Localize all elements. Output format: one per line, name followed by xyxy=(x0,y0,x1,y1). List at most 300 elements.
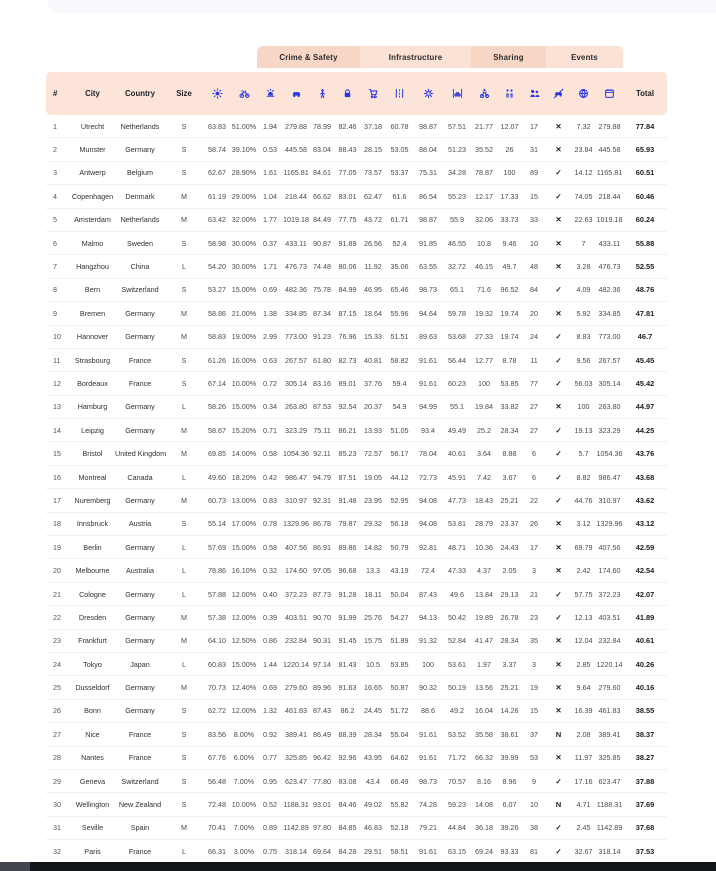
cell-metric: 14.08 xyxy=(475,800,493,810)
cell-metric: 26 xyxy=(530,519,538,529)
cell-metric: 4.37 xyxy=(477,566,491,576)
cell-size: L xyxy=(182,846,186,856)
cell-metric: 91.89 xyxy=(338,238,357,248)
cell-metric: 91.61 xyxy=(419,378,437,388)
cell-metric: 96.68 xyxy=(338,566,357,576)
cell-metric: 0.39 xyxy=(263,612,277,622)
cell-metric: 35.06 xyxy=(390,262,409,272)
cell-metric: 86.54 xyxy=(419,191,437,201)
cell-country: Germany xyxy=(125,145,155,155)
cell-size: S xyxy=(181,145,187,155)
cell-metric: 45.91 xyxy=(448,472,466,482)
cell-metric: 49.6 xyxy=(450,589,464,599)
cell-metric: 1.97 xyxy=(477,659,491,669)
cell-metric: 100 xyxy=(422,659,434,669)
cell-metric: 92.96 xyxy=(338,753,357,763)
cell-metric: 43.19 xyxy=(390,566,409,576)
table-row xyxy=(46,232,667,255)
cell-rank: 20 xyxy=(53,566,61,576)
cell-size: S xyxy=(181,355,187,365)
cell-metric: 94.99 xyxy=(419,402,437,412)
cell-city: Paris xyxy=(84,846,101,856)
cell-metric: 18.64 xyxy=(364,308,382,318)
cell-metric: 21.00% xyxy=(231,308,257,318)
cell-check: ✓ xyxy=(555,355,562,365)
cell-size: S xyxy=(181,753,187,763)
calendar-icon xyxy=(596,88,623,99)
cell-size: M xyxy=(181,215,187,225)
cell-rank: 16 xyxy=(53,472,61,482)
cell-metric: 92.11 xyxy=(313,449,331,459)
cell-metric: 19.74 xyxy=(500,332,519,342)
cell-check: ✕ xyxy=(555,706,562,716)
cell-metric: 20.37 xyxy=(364,402,382,412)
cell-metric: 16.65 xyxy=(364,683,382,693)
cell-metric: 19 xyxy=(530,683,538,693)
cell-metric: 325.85 xyxy=(285,753,307,763)
cell-city: Montreal xyxy=(78,472,107,482)
cell-check: ✓ xyxy=(555,823,562,833)
cell-metric: 84.46 xyxy=(338,800,357,810)
cell-metric: 18.11 xyxy=(364,589,382,599)
cell-metric: 17.16 xyxy=(574,776,593,786)
cell-metric: 38.61 xyxy=(500,729,519,739)
cell-metric: 16.00% xyxy=(231,355,257,365)
cell-metric: 12.13 xyxy=(574,612,593,622)
cell-metric: 26.56 xyxy=(364,238,382,248)
cell-metric: 28.34 xyxy=(364,729,382,739)
cell-metric: 88.43 xyxy=(338,145,357,155)
cell-metric: 3.64 xyxy=(477,449,491,459)
cell-metric: 1.77 xyxy=(263,215,277,225)
cell-metric: 10.8 xyxy=(477,238,491,248)
cell-metric: 1165.81 xyxy=(283,168,309,178)
cell-metric: 20 xyxy=(530,308,538,318)
cell-rank: 19 xyxy=(53,542,61,552)
cell-city: Leipzig xyxy=(81,425,104,435)
table-row xyxy=(46,255,667,278)
cell-country: Germany xyxy=(125,636,155,646)
cell-check: ✓ xyxy=(555,846,562,856)
cell-total: 38.37 xyxy=(635,729,655,739)
cell-metric: 78.87 xyxy=(475,168,493,178)
cell-rank: 28 xyxy=(53,753,61,763)
table-row xyxy=(46,326,667,349)
cell-size: M xyxy=(181,332,187,342)
cell-metric: 445.58 xyxy=(598,145,621,155)
cell-metric: 81 xyxy=(530,846,538,856)
cell-metric: 23.95 xyxy=(364,495,382,505)
cell-metric: 8.78 xyxy=(502,355,517,365)
cell-metric: 72.48 xyxy=(208,800,226,810)
cell-metric: 6 xyxy=(532,472,536,482)
cell-metric: 84.28 xyxy=(338,846,357,856)
cell-metric: 15 xyxy=(530,706,538,716)
cell-metric: 30.00% xyxy=(231,262,257,272)
cell-metric: 10 xyxy=(530,800,538,810)
cell-metric: 1054.36 xyxy=(283,449,309,459)
cell-metric: 38 xyxy=(530,823,538,833)
cell-metric: 0.95 xyxy=(263,776,277,786)
cell-country: Austria xyxy=(128,519,152,529)
cell-city: Utrecht xyxy=(80,121,105,131)
cell-metric: 7 xyxy=(581,238,586,248)
cell-metric: 49.60 xyxy=(208,472,226,482)
cell-metric: 61.26 xyxy=(208,355,226,365)
cell-metric: 83.56 xyxy=(208,729,226,739)
cell-metric: 90.32 xyxy=(419,683,437,693)
cell-metric: 83.16 xyxy=(313,378,331,388)
cell-check: ✕ xyxy=(555,402,562,412)
cell-check: N xyxy=(555,800,562,810)
cell-metric: 8.00% xyxy=(233,729,255,739)
cell-metric: 89.96 xyxy=(313,683,331,693)
cell-metric: 48 xyxy=(530,262,538,272)
cell-metric: 12.00% xyxy=(231,706,257,716)
cell-total: 42.59 xyxy=(635,542,655,552)
cell-metric: 16.04 xyxy=(475,706,493,716)
cell-metric: 4.09 xyxy=(576,285,591,295)
cell-metric: 64.10 xyxy=(208,636,226,646)
cell-rank: 1 xyxy=(53,121,57,131)
cell-metric: 28.15 xyxy=(364,145,382,155)
table-row xyxy=(46,349,667,372)
cell-check: ✓ xyxy=(555,776,562,786)
cell-metric: 55.96 xyxy=(390,308,409,318)
table-row xyxy=(46,583,667,606)
bike-parking-icon xyxy=(443,88,471,99)
cell-metric: 51.72 xyxy=(390,706,409,716)
cell-metric: 14.26 xyxy=(500,706,519,716)
bottom-bar-left-block xyxy=(0,862,30,871)
cell-metric: 79.87 xyxy=(338,519,357,529)
cell-size: M xyxy=(181,823,187,833)
cell-metric: 54.9 xyxy=(392,402,407,412)
cell-metric: 1142.89 xyxy=(283,823,309,833)
cell-metric: 79.21 xyxy=(419,823,437,833)
cell-metric: 91.61 xyxy=(419,753,437,763)
cell-metric: 1220.14 xyxy=(596,659,623,669)
cell-metric: 3 xyxy=(532,659,536,669)
cell-metric: 7.32 xyxy=(576,121,591,131)
cell-metric: 93.01 xyxy=(313,800,331,810)
cell-metric: 46.15 xyxy=(475,262,493,272)
cell-metric: 57.75 xyxy=(574,589,593,599)
cell-metric: 13.93 xyxy=(364,425,382,435)
cell-metric: 56.18 xyxy=(390,519,409,529)
table-row xyxy=(46,209,667,232)
cell-metric: 23.84 xyxy=(574,145,593,155)
cell-metric: 14.12 xyxy=(574,168,593,178)
cell-metric: 14.00% xyxy=(231,449,257,459)
cell-metric: 65.46 xyxy=(390,285,409,295)
cell-metric: 75.31 xyxy=(419,168,437,178)
cell-metric: 56.44 xyxy=(448,355,466,365)
cell-metric: 100 xyxy=(577,402,590,412)
cell-metric: 57.69 xyxy=(208,542,226,552)
cell-city: Amsterdam xyxy=(74,215,111,225)
cell-metric: 13.84 xyxy=(475,589,493,599)
cell-metric: 1.44 xyxy=(263,659,277,669)
cell-metric: 52.4 xyxy=(392,238,407,248)
cell-metric: 94.08 xyxy=(419,519,437,529)
cell-metric: 27.33 xyxy=(475,332,493,342)
cell-total: 47.81 xyxy=(635,308,655,318)
cell-city: Bordeaux xyxy=(77,378,108,388)
cell-metric: 372.23 xyxy=(598,589,621,599)
cell-metric: 12.00% xyxy=(231,589,257,599)
cell-metric: 24.43 xyxy=(500,542,519,552)
cell-metric: 75.11 xyxy=(313,425,331,435)
people-icon xyxy=(522,88,546,99)
cell-size: L xyxy=(182,472,186,482)
cell-metric: 0.58 xyxy=(263,542,277,552)
rank-column-header: # xyxy=(53,89,58,98)
cell-metric: 55.14 xyxy=(208,519,226,529)
cell-metric: 12.50% xyxy=(231,636,257,646)
cell-metric: 53.27 xyxy=(208,285,226,295)
cell-city: Tokyo xyxy=(83,659,102,669)
cell-size: L xyxy=(182,589,186,599)
cell-rank: 7 xyxy=(53,262,57,272)
cell-metric: 372.23 xyxy=(285,589,307,599)
cell-metric: 72.4 xyxy=(421,566,435,576)
bike-share-icon xyxy=(471,88,497,99)
cell-metric: 29.00% xyxy=(231,191,257,201)
cell-metric: 84.85 xyxy=(338,823,357,833)
cell-metric: 69.24 xyxy=(475,846,493,856)
cell-metric: 53.81 xyxy=(448,519,466,529)
cell-metric: 97.05 xyxy=(313,566,331,576)
cell-metric: 53 xyxy=(530,753,538,763)
cell-metric: 97.80 xyxy=(313,823,331,833)
cell-metric: 86.91 xyxy=(313,542,331,552)
cell-check: ✕ xyxy=(555,519,562,529)
cell-country: United Kingdom xyxy=(115,449,167,459)
cell-metric: 61.19 xyxy=(208,191,226,201)
cell-city: Bonn xyxy=(84,706,101,716)
table-row xyxy=(46,723,667,746)
cell-metric: 44.12 xyxy=(390,472,409,482)
cell-metric: 70.73 xyxy=(208,683,226,693)
cell-rank: 25 xyxy=(53,683,61,693)
cell-rank: 8 xyxy=(53,285,57,295)
cell-metric: 0.86 xyxy=(263,636,277,646)
cell-metric: 4.71 xyxy=(576,800,591,810)
cell-metric: 15.33 xyxy=(364,332,382,342)
cell-size: S xyxy=(181,121,187,131)
cell-metric: 389.41 xyxy=(598,729,621,739)
cell-metric: 1188.31 xyxy=(283,800,309,810)
cell-country: France xyxy=(128,846,152,856)
cell-metric: 51.05 xyxy=(390,425,409,435)
cell-metric: 89.01 xyxy=(338,378,357,388)
cell-check: ✕ xyxy=(555,659,562,669)
cell-metric: 80.06 xyxy=(338,262,357,272)
cell-metric: 10 xyxy=(530,238,538,248)
cell-metric: 55.9 xyxy=(450,215,464,225)
cell-total: 77.84 xyxy=(635,121,655,131)
cell-country: Germany xyxy=(125,495,155,505)
cell-rank: 11 xyxy=(53,355,61,365)
cell-metric: 55.82 xyxy=(390,800,409,810)
cell-metric: 10.5 xyxy=(366,659,380,669)
cell-country: Canada xyxy=(127,472,153,482)
cell-metric: 13.00% xyxy=(231,495,257,505)
cell-metric: 46.95 xyxy=(364,285,382,295)
cell-metric: 10.00% xyxy=(231,800,257,810)
cell-city: Cologne xyxy=(79,589,106,599)
cell-total: 40.16 xyxy=(635,683,655,693)
cell-metric: 6 xyxy=(532,449,536,459)
cell-metric: 773.00 xyxy=(285,332,307,342)
cell-metric: 77 xyxy=(530,378,538,388)
cell-metric: 6.00% xyxy=(233,753,255,763)
cell-size: S xyxy=(181,238,187,248)
table-row xyxy=(46,442,667,465)
cell-metric: 50.87 xyxy=(390,683,409,693)
cell-total: 60.24 xyxy=(635,215,655,225)
table-row xyxy=(46,817,667,840)
cell-metric: 26 xyxy=(505,145,514,155)
cell-metric: 2.45 xyxy=(576,823,591,833)
cell-size: L xyxy=(182,659,186,669)
cell-check: ✓ xyxy=(555,168,562,178)
bicycle-icon xyxy=(231,88,257,99)
table-row xyxy=(46,489,667,512)
table-row xyxy=(46,279,667,302)
cell-metric: 63.15 xyxy=(448,846,466,856)
cell-metric: 15.00% xyxy=(231,285,257,295)
cell-metric: 15.00% xyxy=(231,402,257,412)
cell-size: S xyxy=(181,168,187,178)
gear-icon xyxy=(413,88,443,99)
cell-country: Germany xyxy=(125,589,155,599)
cell-city: Seville xyxy=(81,823,104,833)
cell-rank: 3 xyxy=(53,168,57,178)
cell-metric: 279.60 xyxy=(598,683,621,693)
cell-metric: 74.05 xyxy=(574,191,593,201)
cell-metric: 35 xyxy=(530,636,538,646)
city-column-header: City xyxy=(85,89,100,98)
cell-check: ✕ xyxy=(555,238,562,248)
cell-metric: 60.73 xyxy=(208,495,226,505)
cell-total: 37.53 xyxy=(635,846,655,856)
cell-metric: 94.79 xyxy=(313,472,331,482)
cell-metric: 87.43 xyxy=(313,706,331,716)
cell-check: ✓ xyxy=(555,378,562,388)
cell-metric: 9.46 xyxy=(502,238,517,248)
cell-check: ✕ xyxy=(555,145,562,155)
table-row xyxy=(46,138,667,161)
cell-metric: 16.10% xyxy=(231,566,257,576)
cell-total: 65.93 xyxy=(635,145,655,155)
sun-icon xyxy=(203,88,231,99)
table-row xyxy=(46,653,667,676)
cell-metric: 41.47 xyxy=(475,636,493,646)
cell-metric: 92.54 xyxy=(338,402,357,412)
cell-metric: 59.23 xyxy=(448,800,466,810)
cell-rank: 30 xyxy=(53,800,61,810)
cell-metric: 19.84 xyxy=(475,402,493,412)
table-row xyxy=(46,466,667,489)
cell-country: France xyxy=(128,355,152,365)
cell-metric: 32.67 xyxy=(574,846,593,856)
cell-metric: 263.80 xyxy=(598,402,621,412)
cell-city: Berlin xyxy=(83,542,102,552)
cell-metric: 85.23 xyxy=(338,449,357,459)
cell-metric: 70.57 xyxy=(448,776,466,786)
cell-metric: 92.81 xyxy=(419,542,437,552)
cell-metric: 89 xyxy=(530,168,538,178)
cell-metric: 73.57 xyxy=(364,168,382,178)
cell-metric: 39.10% xyxy=(231,145,257,155)
table-row xyxy=(46,302,667,325)
cell-metric: 11.92 xyxy=(364,262,382,272)
cell-metric: 27 xyxy=(530,425,538,435)
cell-metric: 58.82 xyxy=(390,355,409,365)
cell-metric: 30.00% xyxy=(231,238,257,248)
cell-metric: 49.2 xyxy=(450,706,464,716)
cell-metric: 232.84 xyxy=(598,636,621,646)
cell-metric: 476.73 xyxy=(598,262,621,272)
cell-city: Hangzhou xyxy=(76,262,109,272)
table-header-row xyxy=(46,72,667,115)
cell-metric: 33.82 xyxy=(500,402,519,412)
cell-size: M xyxy=(181,612,187,622)
cell-metric: 310.97 xyxy=(598,495,621,505)
cell-metric: 91.32 xyxy=(419,636,437,646)
cell-metric: 82.46 xyxy=(338,121,357,131)
cell-metric: 43.4 xyxy=(366,776,380,786)
cell-metric: 1.38 xyxy=(263,308,277,318)
table-row xyxy=(46,840,667,863)
table-row xyxy=(46,419,667,442)
cell-metric: 334.85 xyxy=(285,308,307,318)
cell-country: Germany xyxy=(125,683,155,693)
cell-total: 37.88 xyxy=(635,776,655,786)
cell-metric: 12.04 xyxy=(574,636,593,646)
cell-metric: 1054.36 xyxy=(596,449,623,459)
cell-metric: 84.49 xyxy=(313,215,331,225)
cell-total: 38.55 xyxy=(635,706,655,716)
cell-size: S xyxy=(181,519,187,529)
cell-metric: 12.77 xyxy=(475,355,493,365)
cell-metric: 15.20% xyxy=(231,425,257,435)
cell-country: Germany xyxy=(125,706,155,716)
cell-metric: 91.28 xyxy=(338,589,357,599)
cell-metric: 174.60 xyxy=(598,566,621,576)
cell-metric: 407.56 xyxy=(598,542,621,552)
cell-check: ✕ xyxy=(555,308,562,318)
cell-total: 41.89 xyxy=(635,612,655,622)
cell-metric: 0.71 xyxy=(263,425,277,435)
cell-rank: 6 xyxy=(53,238,57,248)
cell-metric: 51.89 xyxy=(390,636,409,646)
cell-metric: 32.72 xyxy=(448,262,466,272)
cell-metric: 96.42 xyxy=(313,753,331,763)
cell-metric: 12.17 xyxy=(475,191,493,201)
cell-check: N xyxy=(555,729,562,739)
cell-metric: 69.79 xyxy=(574,542,593,552)
cell-metric: 49.7 xyxy=(502,262,517,272)
family-cycling-icon xyxy=(497,88,522,99)
cell-check: ✓ xyxy=(555,191,562,201)
lock-icon xyxy=(335,88,360,99)
cell-metric: 49.02 xyxy=(364,800,382,810)
table-row xyxy=(46,115,667,138)
cell-country: Germany xyxy=(125,308,155,318)
